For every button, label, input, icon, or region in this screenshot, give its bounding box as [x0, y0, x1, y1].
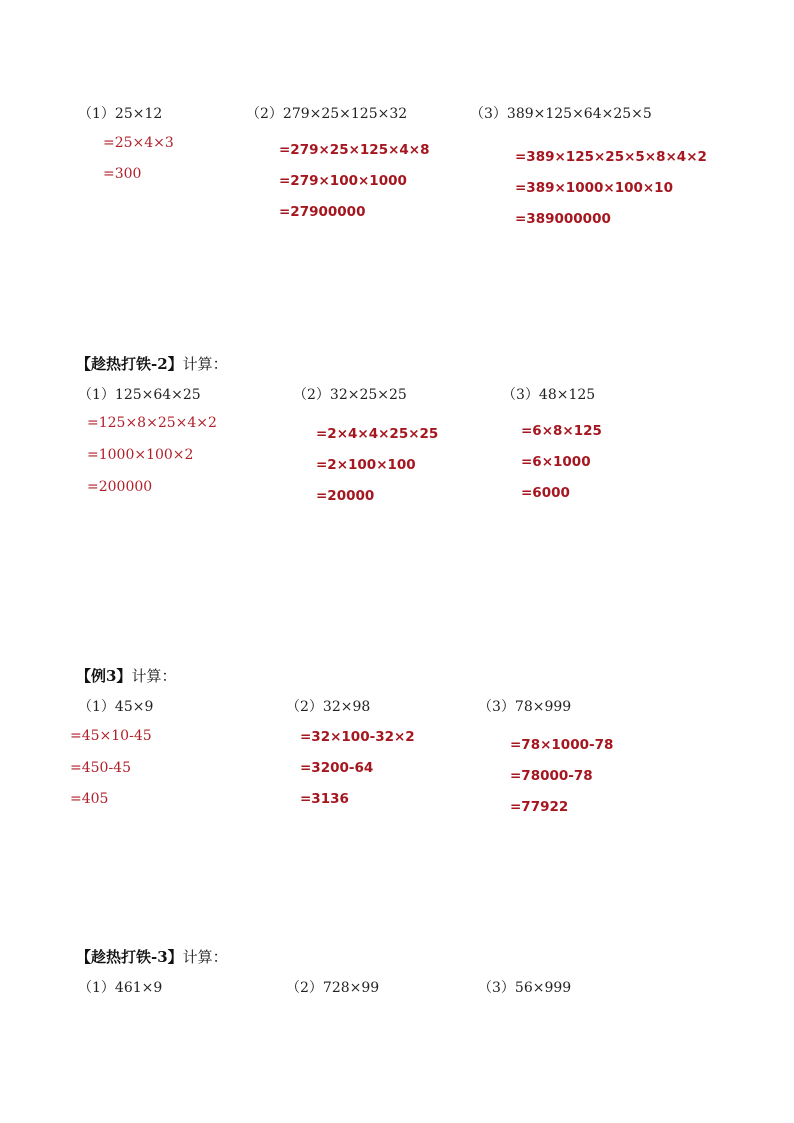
- section-header-tail: 计算：: [182, 355, 228, 373]
- step-2-3-1: =6×8×125: [521, 423, 602, 439]
- step-2-2-2: =2×100×100: [316, 457, 416, 473]
- step-3-2-1: =32×100-32×2: [300, 729, 415, 745]
- section-header-label: 【例3】: [76, 667, 132, 685]
- section-header-practice-3: [76, 946, 228, 967]
- step-1-3-3: =389000000: [515, 211, 611, 227]
- problem-2-3: （3）48×125: [502, 387, 596, 403]
- step-2-1-3: =200000: [87, 479, 153, 495]
- problem-1-3: （3）389×125×64×25×5: [470, 106, 652, 122]
- problem-3-1: （1）45×9: [78, 699, 154, 715]
- section-header-label: 【趁热打铁-3】: [76, 948, 183, 966]
- step-1-2-2: =279×100×1000: [279, 173, 407, 189]
- section-header-example-3: [76, 665, 176, 686]
- step-2-1-2: =1000×100×2: [87, 447, 194, 463]
- problem-3-3: （3）78×999: [478, 699, 572, 715]
- step-3-1-3: =405: [70, 791, 109, 807]
- problem-2-1: （1）125×64×25: [78, 387, 201, 403]
- problem-1-2: （2）279×25×125×32: [246, 106, 408, 122]
- step-2-1-1: =125×8×25×4×2: [87, 415, 217, 431]
- step-1-2-3: =27900000: [279, 204, 366, 220]
- section-header-practice-2: [76, 353, 228, 374]
- step-2-2-1: =2×4×4×25×25: [316, 426, 439, 442]
- problem-1-1: （1）25×12: [78, 106, 163, 122]
- step-1-3-1: =389×125×25×5×8×4×2: [515, 149, 707, 165]
- step-2-3-3: =6000: [521, 485, 570, 501]
- step-3-3-3: =77922: [510, 799, 569, 815]
- step-2-3-2: =6×1000: [521, 454, 591, 470]
- step-3-1-2: =450-45: [70, 760, 131, 776]
- problem-2-2: （2）32×25×25: [293, 387, 407, 403]
- section-header-tail: 计算：: [131, 667, 177, 685]
- problem-3-2: （2）32×98: [286, 699, 371, 715]
- step-3-2-2: =3200-64: [300, 760, 374, 776]
- step-2-2-3: =20000: [316, 488, 375, 504]
- problem-4-3: （3）56×999: [478, 980, 572, 996]
- step-3-2-3: =3136: [300, 791, 349, 807]
- step-3-3-2: =78000-78: [510, 768, 593, 784]
- step-1-3-2: =389×1000×100×10: [515, 180, 673, 196]
- step-1-2-1: =279×25×125×4×8: [279, 142, 430, 158]
- step-1-1-1: =25×4×3: [103, 135, 174, 151]
- step-3-3-1: =78×1000-78: [510, 737, 614, 753]
- step-1-1-2: =300: [103, 166, 142, 182]
- step-3-1-1: =45×10-45: [70, 728, 152, 744]
- section-header-label: 【趁热打铁-2】: [76, 355, 183, 373]
- problem-4-1: （1）461×9: [78, 980, 163, 996]
- problem-4-2: （2）728×99: [286, 980, 380, 996]
- section-header-tail: 计算：: [182, 948, 228, 966]
